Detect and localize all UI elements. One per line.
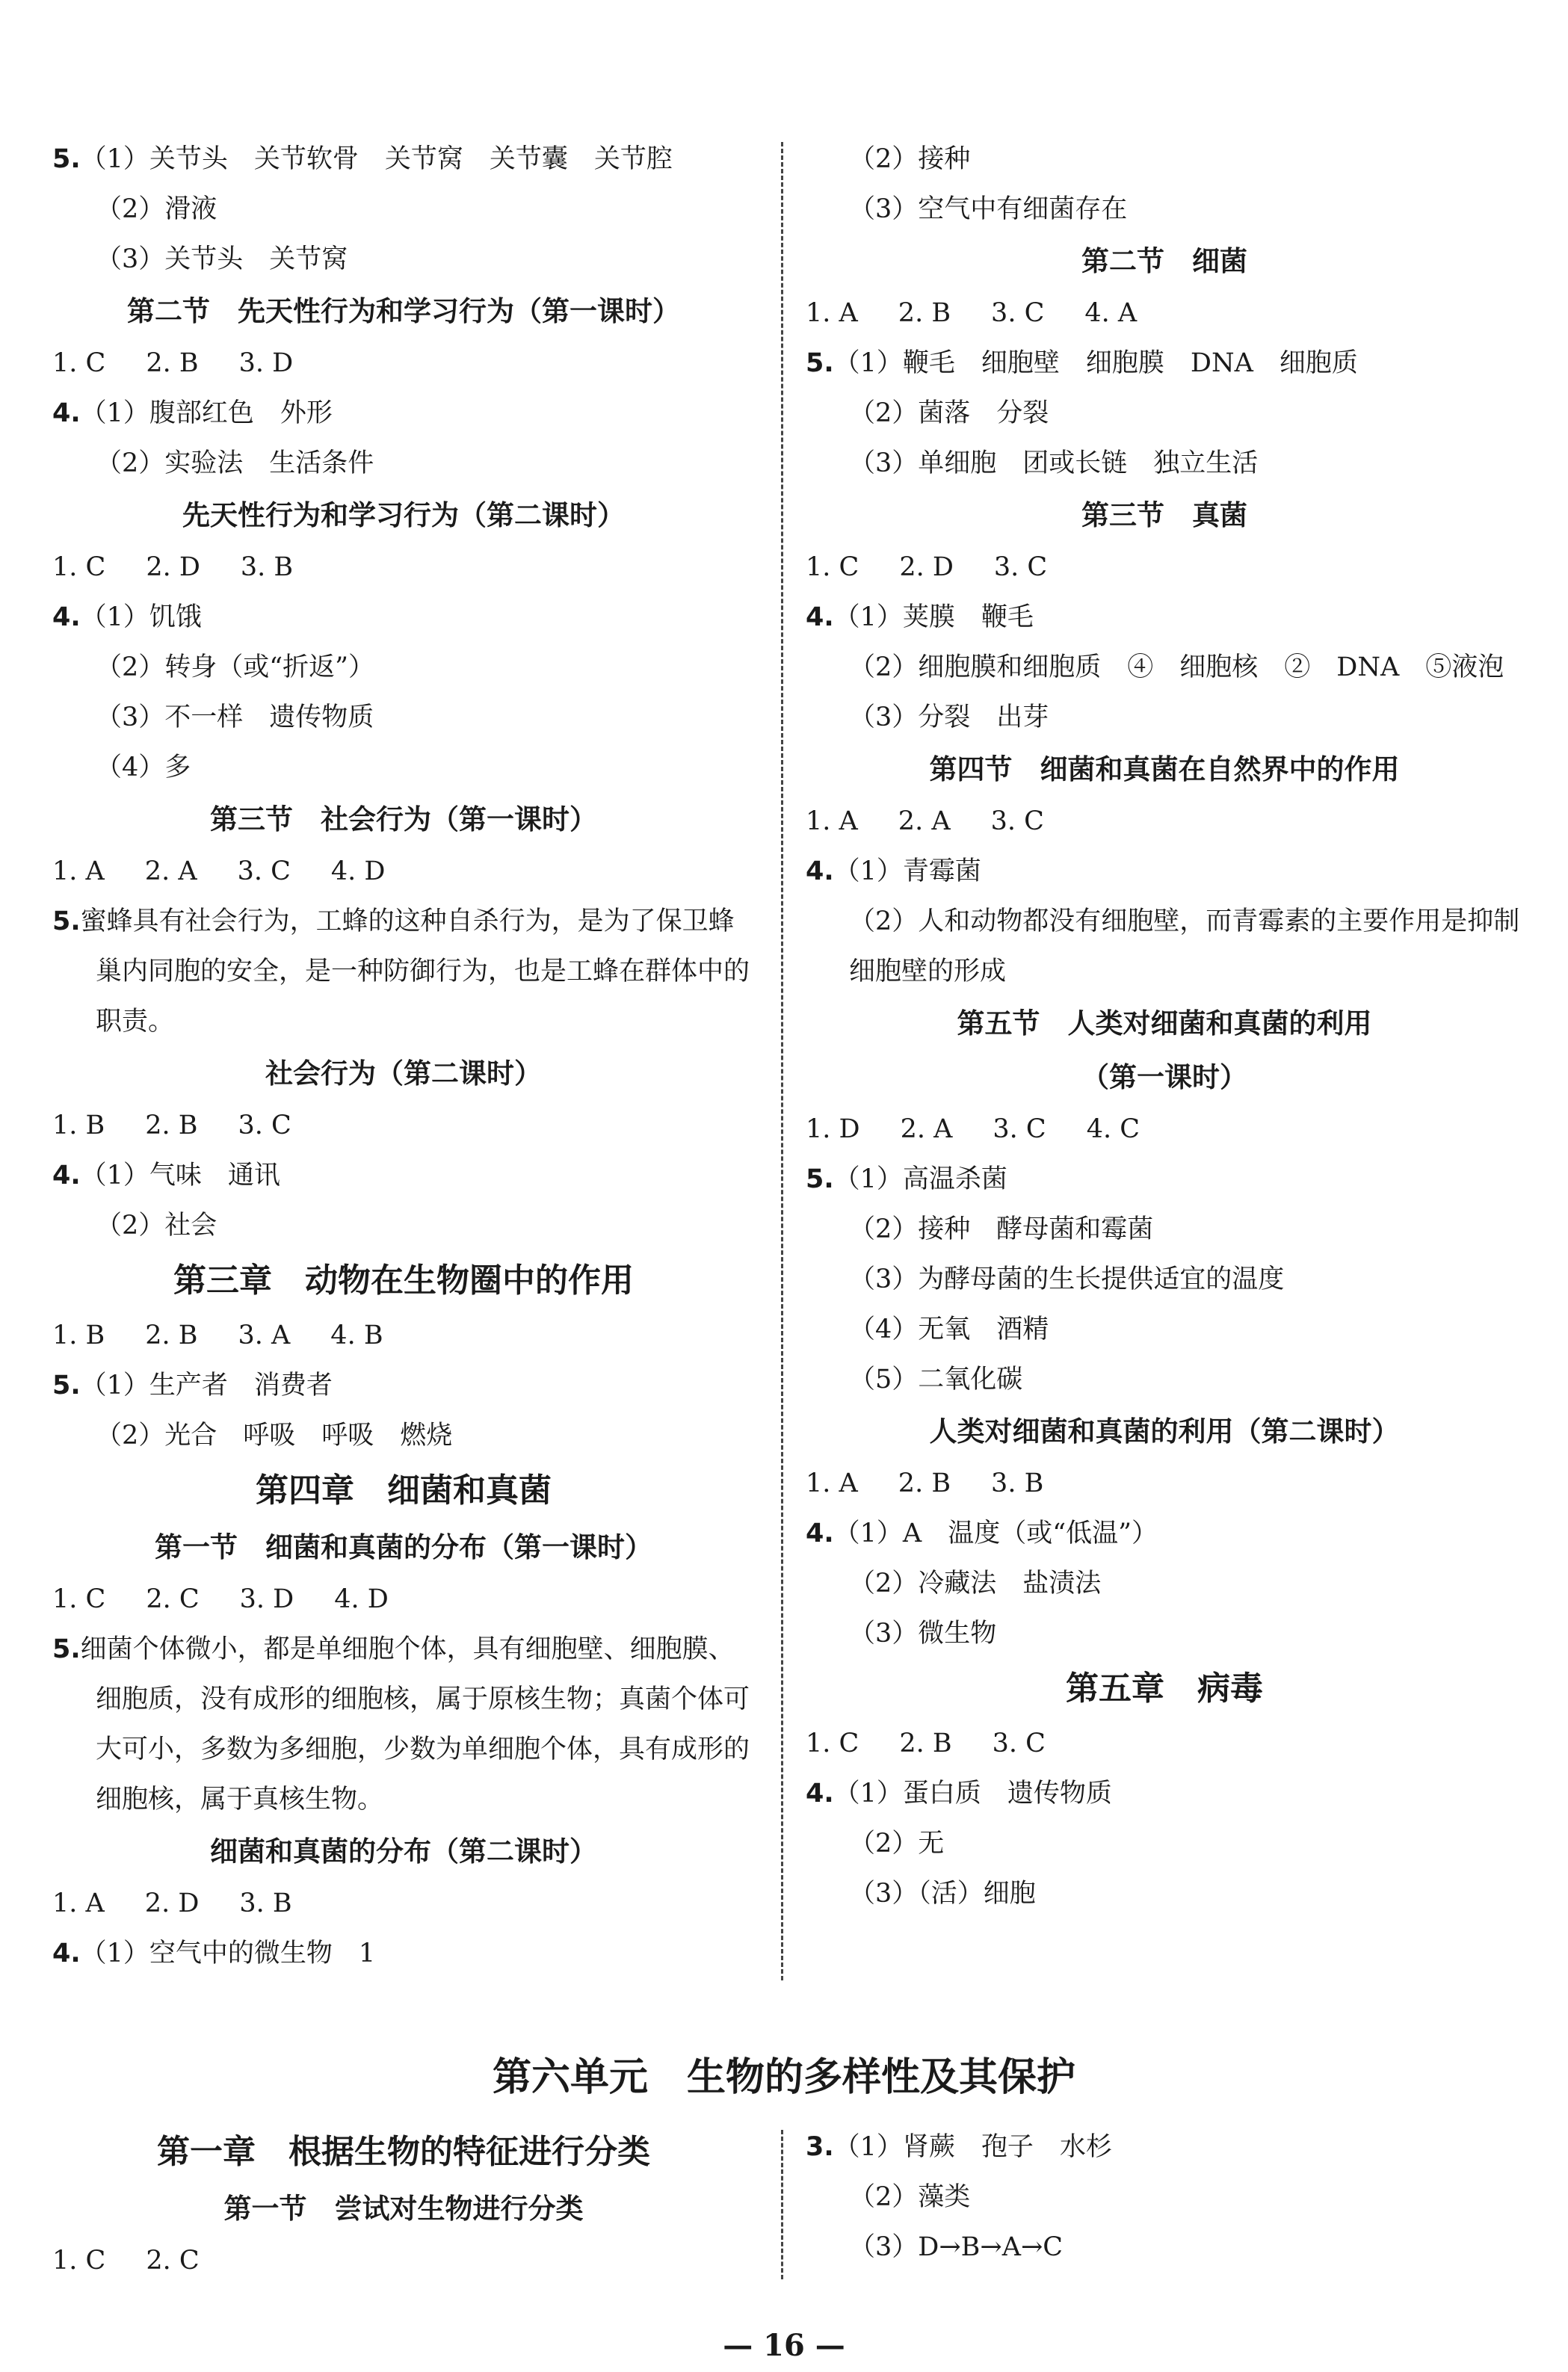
answer-row bbox=[806, 1719, 1523, 1769]
sub-answer: （3）单细胞 团或长链 独立生活 bbox=[849, 448, 1259, 478]
answer-item: 2. D bbox=[146, 552, 200, 582]
answer-row bbox=[806, 543, 1523, 593]
question-answer bbox=[52, 389, 755, 439]
question-number: 3. bbox=[806, 2132, 834, 2162]
answer-item: 3. C bbox=[238, 1111, 291, 1140]
answer-item: 3. C bbox=[990, 806, 1044, 836]
answer-item: 2. D bbox=[144, 1888, 200, 1918]
answer-item: 1. A bbox=[52, 1888, 105, 1918]
question-number: 4. bbox=[52, 1939, 81, 1968]
answer-item: 2. B bbox=[898, 298, 951, 328]
answer-item: 1. A bbox=[806, 298, 858, 328]
answer-row bbox=[52, 543, 755, 593]
question-number: 5. bbox=[52, 907, 81, 936]
answer-item: 2. C bbox=[146, 1584, 200, 1614]
answer-text: （1）青霉菌 bbox=[833, 856, 981, 886]
answer-item: 4. D bbox=[330, 856, 386, 886]
section-heading: 人类对细菌和真菌的利用（第二课时） bbox=[929, 1415, 1400, 1448]
answer-item: 1. C bbox=[52, 1584, 106, 1614]
answer-item: 2. B bbox=[145, 1321, 198, 1350]
answer-item: 2. B bbox=[899, 1729, 952, 1758]
chapter-heading: 第一章 根据生物的特征进行分类 bbox=[157, 2133, 650, 2171]
answer-text: 细菌个体微小，都是单细胞个体，具有细胞壁、细胞膜、细胞质，没有成形的细胞核，属于原核生物；真菌个体可大可小，多数为多细胞，少数为单细胞个体，具有成形的细胞核，属于真核生物。 bbox=[80, 1634, 750, 1814]
sub-answer: （2）细胞膜和细胞质 ④ 细胞核 ② DNA ⑤液泡 bbox=[849, 652, 1504, 682]
section-heading: （第一课时） bbox=[1081, 1061, 1247, 1093]
answer-text: （1）腹部红色 外形 bbox=[80, 398, 333, 428]
sub-answer: （4）无氧 酒精 bbox=[849, 1315, 1049, 1344]
answer-item: 2. A bbox=[900, 1114, 953, 1144]
answer-row bbox=[806, 1459, 1523, 1509]
sub-answer: （2）藻类 bbox=[849, 2182, 971, 2212]
page-number: — 16 — bbox=[723, 2328, 845, 2363]
answer-row bbox=[52, 2236, 755, 2286]
question-number: 5. bbox=[52, 1634, 81, 1664]
answer-row bbox=[806, 797, 1523, 847]
sub-answer: （2）接种 酵母菌和霉菌 bbox=[849, 1214, 1154, 1244]
bottom-left-column bbox=[52, 2122, 755, 2286]
section-heading: 第二节 细菌 bbox=[1081, 245, 1247, 277]
question-answer bbox=[52, 1625, 755, 1825]
answer-item: 2. D bbox=[899, 552, 954, 582]
sub-answer: （2）转身（或“折返”） bbox=[96, 652, 375, 682]
question-answer bbox=[806, 1509, 1523, 1559]
answer-item: 1. C bbox=[52, 2246, 106, 2276]
question-number: 4. bbox=[52, 1161, 81, 1190]
answer-row bbox=[52, 1101, 755, 1151]
sub-answer: （2）人和动物都没有细胞壁，而青霉素的主要作用是抑制细胞壁的形成 bbox=[849, 907, 1520, 986]
sub-answer: （3）关节头 关节窝 bbox=[96, 244, 348, 274]
answer-text: （1）空气中的微生物 1 bbox=[80, 1939, 376, 1968]
sub-answer: （2）接种 bbox=[849, 144, 971, 174]
question-answer bbox=[806, 2122, 1523, 2172]
answer-item: 2. B bbox=[898, 1468, 951, 1498]
answer-item: 3. A bbox=[238, 1321, 291, 1350]
question-answer bbox=[52, 593, 755, 643]
question-number: 5. bbox=[52, 1371, 81, 1400]
answer-row bbox=[52, 1879, 755, 1929]
chapter-heading: 第五章 病毒 bbox=[1066, 1670, 1263, 1708]
answer-item: 2. C bbox=[146, 2246, 200, 2276]
question-number: 4. bbox=[806, 1519, 834, 1548]
answer-item: 1. A bbox=[52, 856, 105, 886]
sub-answer: （3）不一样 遗传物质 bbox=[96, 702, 374, 732]
question-answer bbox=[52, 1929, 755, 1979]
sub-answer: （3）空气中有细菌存在 bbox=[849, 194, 1128, 224]
section-heading: 社会行为（第二课时） bbox=[265, 1057, 542, 1090]
answer-row bbox=[52, 339, 755, 389]
question-number: 4. bbox=[806, 856, 834, 886]
answer-item: 1. B bbox=[52, 1321, 105, 1350]
sub-answer: （2）实验法 生活条件 bbox=[96, 448, 374, 478]
bottom-column-divider bbox=[781, 2130, 783, 2279]
answer-item: 4. C bbox=[1086, 1114, 1140, 1144]
answer-item: 4. B bbox=[330, 1321, 383, 1350]
question-answer bbox=[52, 897, 755, 1047]
answer-item: 3. C bbox=[993, 1114, 1046, 1144]
answer-text: （1）关节头 关节软骨 关节窝 关节囊 关节腔 bbox=[80, 144, 673, 174]
answer-text: （1）高温杀菌 bbox=[833, 1164, 1007, 1194]
section-heading: 第五节 人类对细菌和真菌的利用 bbox=[957, 1007, 1372, 1040]
sub-answer: （2）光合 呼吸 呼吸 燃烧 bbox=[96, 1421, 453, 1451]
answer-item: 2. A bbox=[144, 856, 197, 886]
answer-item: 1. D bbox=[806, 1114, 860, 1144]
question-number: 5. bbox=[806, 348, 834, 378]
question-answer bbox=[806, 593, 1523, 643]
bottom-right-column bbox=[806, 2122, 1523, 2273]
answer-row bbox=[52, 1575, 755, 1625]
answer-item: 3. C bbox=[993, 552, 1048, 582]
answer-item: 2. B bbox=[146, 348, 199, 378]
answer-item: 1. A bbox=[806, 1468, 858, 1498]
sub-answer: （3）微生物 bbox=[849, 1619, 997, 1649]
chapter-heading: 第四章 细菌和真菌 bbox=[256, 1471, 552, 1510]
question-answer bbox=[52, 1361, 755, 1411]
answer-row bbox=[52, 1311, 755, 1361]
answer-item: 1. C bbox=[806, 552, 859, 582]
chapter-heading: 第三章 动物在生物圈中的作用 bbox=[173, 1261, 634, 1300]
sub-answer: （3）D→B→A→C bbox=[849, 2232, 1064, 2262]
question-answer bbox=[52, 135, 755, 185]
answer-item: 1. C bbox=[806, 1729, 859, 1758]
question-answer bbox=[806, 847, 1523, 897]
answer-text: （1）鞭毛 细胞壁 细胞膜 DNA 细胞质 bbox=[833, 348, 1358, 378]
answer-item: 3. D bbox=[238, 348, 294, 378]
sub-answer: （5）二氧化碳 bbox=[849, 1365, 1023, 1395]
question-answer bbox=[806, 1155, 1523, 1205]
answer-item: 2. B bbox=[145, 1111, 198, 1140]
answer-item: 4. A bbox=[1084, 298, 1138, 328]
answer-row bbox=[806, 288, 1523, 339]
unit-title: 第六单元 生物的多样性及其保护 bbox=[492, 2055, 1075, 2100]
left-column bbox=[52, 135, 755, 1979]
answer-text: （1）荚膜 鞭毛 bbox=[833, 602, 1034, 632]
sub-answer: （3）为酵母菌的生长提供适宜的温度 bbox=[849, 1264, 1285, 1294]
sub-answer: （4）多 bbox=[96, 753, 191, 782]
answer-text: 蜜蜂具有社会行为，工蜂的这种自杀行为，是为了保卫蜂巢内同胞的安全，是一种防御行为，也是工蜂在群体中的职责。 bbox=[80, 907, 750, 1037]
sub-answer: （3）（活）细胞 bbox=[849, 1879, 1036, 1909]
question-number: 4. bbox=[806, 602, 834, 632]
answer-item: 1. C bbox=[52, 348, 106, 378]
question-answer bbox=[806, 339, 1523, 389]
answer-item: 2. A bbox=[898, 806, 951, 836]
answer-item: 3. B bbox=[991, 1468, 1044, 1498]
answer-item: 3. C bbox=[991, 298, 1045, 328]
section-heading: 第一节 尝试对生物进行分类 bbox=[223, 2193, 584, 2225]
sub-answer: （2）滑液 bbox=[96, 194, 217, 224]
question-number: 5. bbox=[52, 144, 81, 174]
sub-answer: （3）分裂 出芽 bbox=[849, 702, 1049, 732]
question-answer bbox=[806, 1769, 1523, 1819]
question-number: 4. bbox=[52, 602, 81, 632]
section-heading: 第三节 真菌 bbox=[1081, 499, 1247, 531]
section-heading: 细菌和真菌的分布（第二课时） bbox=[210, 1835, 597, 1868]
right-column bbox=[806, 135, 1523, 1919]
answer-item: 1. C bbox=[52, 552, 106, 582]
column-divider bbox=[781, 142, 783, 1980]
question-answer bbox=[52, 1151, 755, 1201]
answer-text: （1）蛋白质 遗传物质 bbox=[833, 1779, 1112, 1809]
section-heading: 第一节 细菌和真菌的分布（第一课时） bbox=[155, 1531, 652, 1563]
answer-text: （1）A 温度（或“低温”） bbox=[833, 1519, 1158, 1548]
section-heading: 第三节 社会行为（第一课时） bbox=[210, 803, 597, 836]
sub-answer: （2）无 bbox=[849, 1829, 945, 1859]
section-heading: 先天性行为和学习行为（第二课时） bbox=[182, 499, 625, 531]
sub-answer: （2）菌落 分裂 bbox=[849, 398, 1049, 428]
answer-item: 1. A bbox=[806, 806, 858, 836]
question-number: 4. bbox=[52, 398, 81, 428]
answer-text: （1）饥饿 bbox=[80, 602, 202, 632]
section-heading: 第四节 细菌和真菌在自然界中的作用 bbox=[929, 753, 1400, 785]
question-number: 5. bbox=[806, 1164, 834, 1194]
question-number: 4. bbox=[806, 1779, 834, 1809]
answer-text: （1）肾蕨 孢子 水杉 bbox=[833, 2132, 1112, 2162]
answer-item: 3. B bbox=[240, 552, 294, 582]
answer-item: 3. B bbox=[239, 1888, 292, 1918]
answer-row bbox=[52, 847, 755, 897]
answer-item: 1. B bbox=[52, 1111, 105, 1140]
answer-row bbox=[806, 1105, 1523, 1155]
sub-answer: （2）冷藏法 盐渍法 bbox=[849, 1569, 1102, 1599]
answer-item: 3. D bbox=[239, 1584, 294, 1614]
answer-text: （1）气味 通讯 bbox=[80, 1161, 280, 1190]
answer-text: （1）生产者 消费者 bbox=[80, 1371, 333, 1400]
sub-answer: （2）社会 bbox=[96, 1211, 217, 1241]
answer-item: 3. C bbox=[992, 1729, 1046, 1758]
answer-item: 4. D bbox=[334, 1584, 389, 1614]
section-heading: 第二节 先天性行为和学习行为（第一课时） bbox=[127, 295, 680, 327]
answer-item: 3. C bbox=[237, 856, 291, 886]
